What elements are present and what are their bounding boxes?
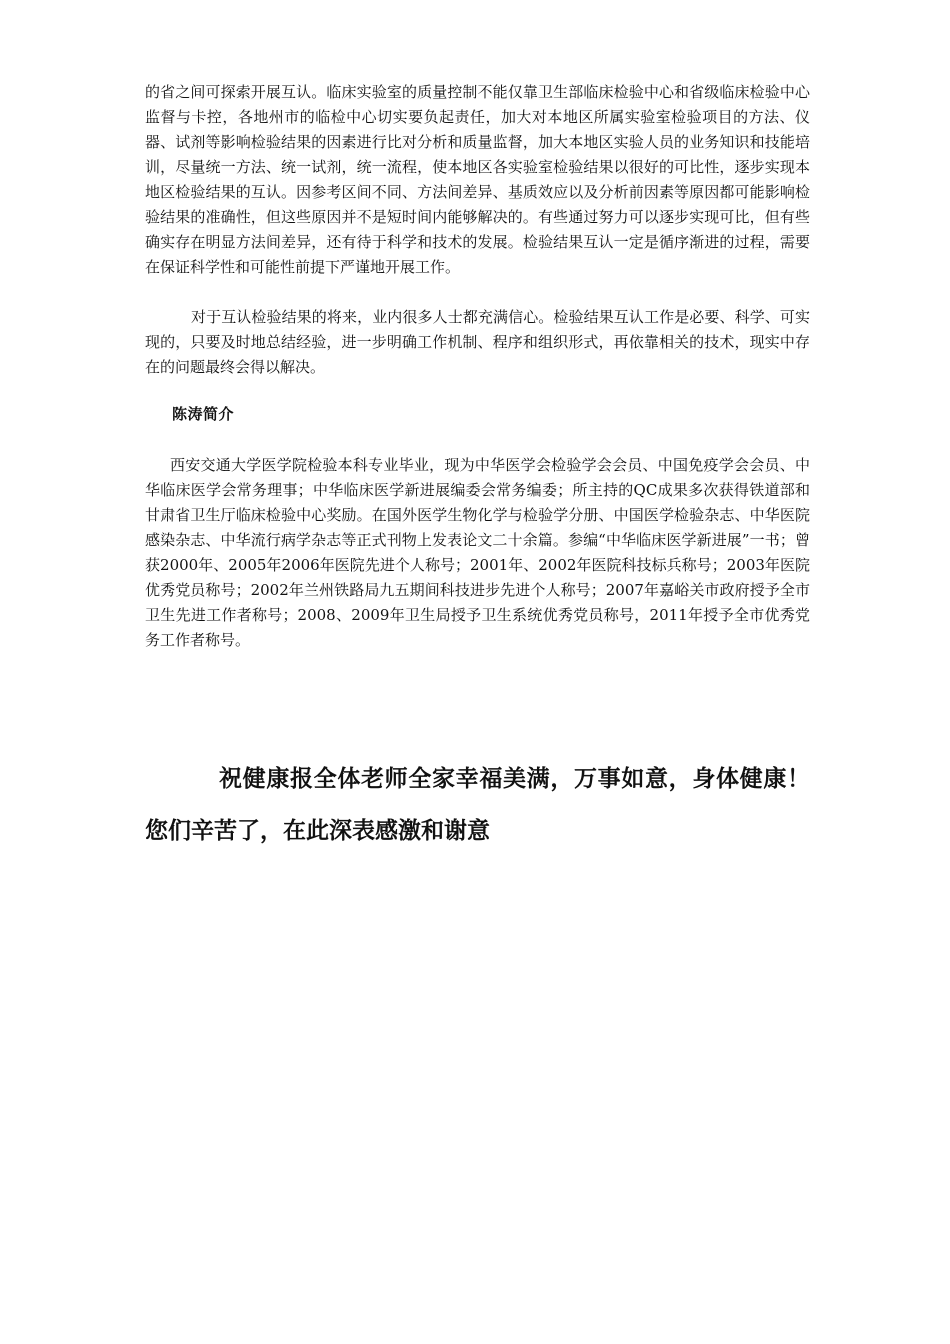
- body-paragraph-mutual-recognition: 的省之间可探索开展互认。临床实验室的质量控制不能仅靠卫生部临床检验中心和省级临床检验中心监督与卡控，各地州市的临检中心切实要负起责任，加大对本地区所属实验室检验项目的方法、仪器、试剂等影响检验结果的因素进行比对分析和质量监督，加大本地区实验人员的业务知识和技能培训，尽量统一方法、统一试剂，统一流程，使本地区各实验室检验结果以很好的可比性，逐步实现本地区检验结果的互认。因参考区间不同、方法间差异、基质效应以及分析前因素等原因都可能影响检验结果的准确性，但这些原因并不是短时间内能够解决的。有些通过努力可以逐步实现可比，但有些确实存在明显方法间差异，还有待于科学和技术的发展。检验结果互认一定是循序渐进的过程，需要在保证科学性和可能性前提下严谨地开展工作。: [145, 83, 810, 276]
- bio-heading: 陈涛简介: [172, 405, 235, 423]
- body-paragraph-future-outlook: 对于互认检验结果的将来，业内很多人士都充满信心。检验结果互认工作是必要、科学、可实现的，只要及时地总结经验，进一步明确工作机制、程序和组织形式，再依靠相关的技术，现实中存在的问题最终会得以解决。: [145, 308, 810, 376]
- bio-paragraph: 西安交通大学医学院检验本科专业毕业，现为中华医学会检验学会会员、中国免疫学会会员、中华临床医学会常务理事；中华临床医学新进展编委会常务编委；所主持的QC成果多次获得铁道部和甘肃省卫生厅临床检验中心奖励。在国外医学生物化学与检验学分册、中国医学检验杂志、中华医院感染杂志、中华流行病学杂志等正式刊物上发表论文二十余篇。参编“中华临床医学新进展”一书；曾获2000年、2005年2006年医院先进个人称号；2001年、2002年医院科技标兵称号；2003年医院优秀党员称号；2002年兰州铁路局九五期间科技进步先进个人称号；2007年嘉峪关市政府授予全市卫生先进工作者称号；2008、2009年卫生局授予卫生系统优秀党员称号，2011年授予全市优秀党务工作者称号。: [145, 456, 810, 649]
- closing-message: 祝健康报全体老师全家幸福美满，万事如意，身体健康！您们辛苦了，在此深表感激和谢意: [145, 765, 810, 844]
